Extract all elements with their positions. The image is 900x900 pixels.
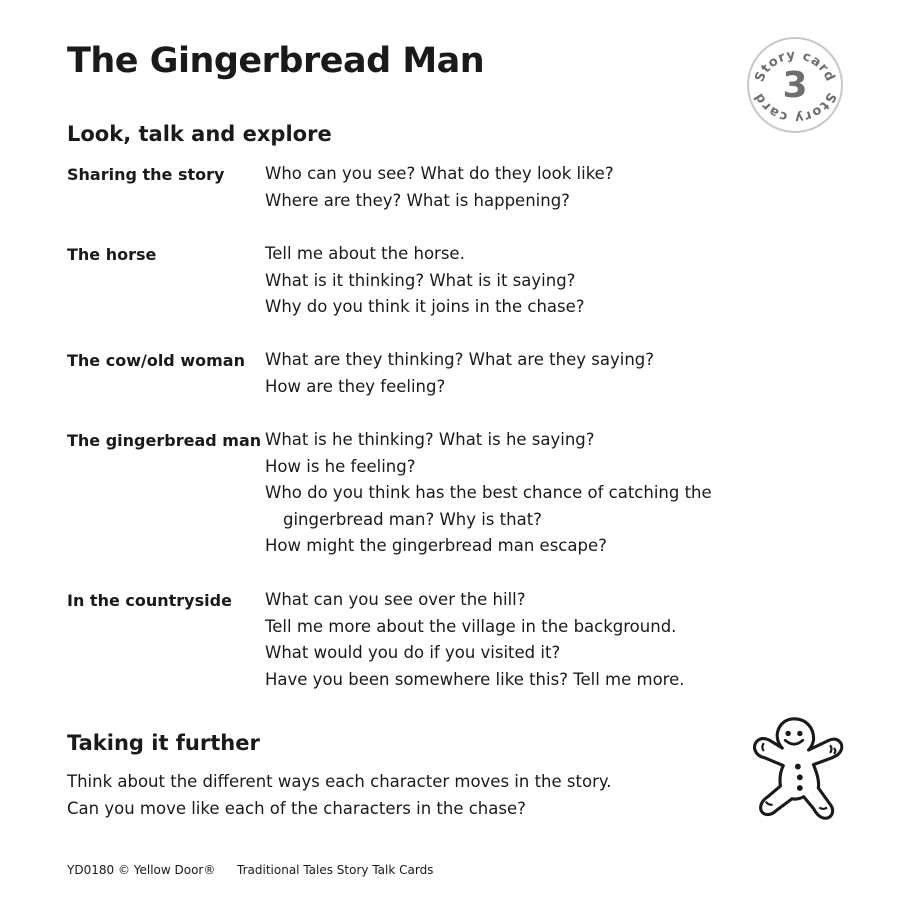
- prompt-lines: [265, 587, 805, 693]
- prompt-line: What are they thinking? What are they saying?: [265, 350, 655, 369]
- prompt-line: How is he feeling?: [265, 456, 416, 476]
- prompt-lines: [265, 241, 805, 321]
- footer-copyright: © Yellow Door®: [117, 863, 216, 877]
- footer-series: Traditional Tales Story Talk Cards: [237, 863, 434, 877]
- prompt-group-label: The gingerbread man: [67, 431, 262, 450]
- prompt-line: What would you do if you visited it?: [265, 643, 561, 662]
- footer: [67, 862, 433, 878]
- prompt-line: What is it thinking? What is it saying?: [265, 270, 576, 290]
- prompt-lines: [265, 161, 805, 214]
- prompt-line: Who can you see? What do they look like?: [265, 164, 614, 183]
- badge-text-top: Story card: [752, 47, 838, 85]
- prompt-line: Who do you think has the best chance of catching the gingerbread man? Why is that?: [265, 483, 712, 529]
- prompt-group-label: In the countryside: [67, 591, 232, 610]
- badge-number: 3: [782, 65, 808, 106]
- prompt-group-label: The cow/old woman: [67, 351, 245, 370]
- prompt-line: How are they feeling?: [265, 376, 446, 396]
- further-text: [67, 768, 707, 822]
- prompt-group-label: Sharing the story: [67, 165, 225, 184]
- prompt-line: How might the gingerbread man escape?: [265, 536, 607, 555]
- footer-code: YD0180: [67, 863, 115, 877]
- prompt-line: What can you see over the hill?: [265, 590, 526, 609]
- prompt-line: Tell me more about the village in the background.: [265, 616, 677, 636]
- section-heading-look: Look, talk and explore: [67, 122, 332, 146]
- prompt-line: Have you been somewhere like this? Tell me more.: [265, 669, 685, 689]
- prompt-group-label: The horse: [67, 245, 157, 264]
- prompt-line: What is he thinking? What is he saying?: [265, 430, 595, 449]
- badge-text-bottom: Story card: [751, 89, 839, 126]
- section-heading-further: Taking it further: [67, 731, 260, 755]
- page-title: The Gingerbread Man: [67, 41, 485, 81]
- prompt-line: Where are they? What is happening?: [265, 190, 570, 210]
- prompt-lines: [265, 427, 805, 560]
- prompt-lines: [265, 347, 805, 400]
- further-line: Can you move like each of the characters in the chase?: [67, 799, 526, 818]
- prompt-line: Why do you think it joins in the chase?: [265, 297, 585, 316]
- gingerbread-man-icon: [735, 713, 853, 825]
- story-card-badge: [745, 35, 845, 135]
- further-line: Think about the different ways each character moves in the story.: [67, 772, 612, 791]
- prompt-line: Tell me about the horse.: [265, 244, 465, 263]
